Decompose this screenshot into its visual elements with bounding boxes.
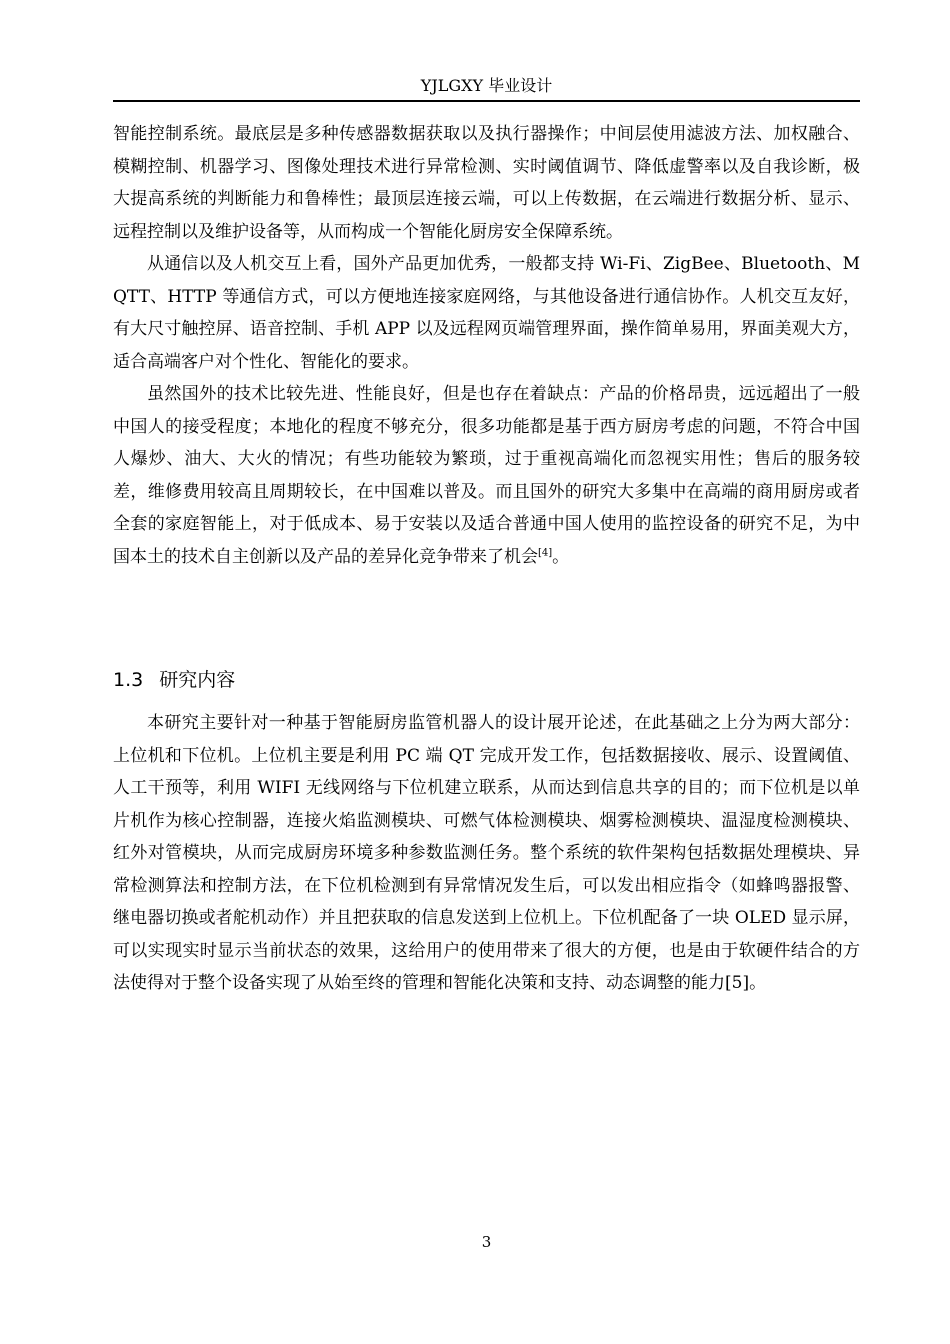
header-rule <box>113 100 860 102</box>
paragraph-continuation: 智能控制系统。最底层是多种传感器数据获取以及执行器操作；中间层使用滤波方法、加权融合、模糊控制、机器学习、图像处理技术进行异常检测、实时阈值调节、降低虚警率以及自我诊断，极大提高系统的判断能力和鲁棒性；最顶层连接云端，可以上传数据，在云端进行数据分析、显示、远程控制以及维护设备等，从而构成一个智能化厨房安全保障系统。 <box>113 124 860 242</box>
section-title: 研究内容 <box>159 669 236 691</box>
page-number: 3 <box>481 1233 492 1251</box>
paragraph-shortcomings-tail: 。 <box>552 546 570 567</box>
citation-superscript: [4] <box>538 546 553 558</box>
body-text-top <box>113 118 860 573</box>
paragraph-communication: 从通信以及人机交互上看，国外产品更加优秀，一般都支持 Wi-Fi、ZigBee、Bluetooth、MQTT、HTTP 等通信方式，可以方便地连接家庭网络，与其他设备进行通信协作。人机交互友好，有大尺寸触控屏、语音控制、手机 APP 以及远程网页端管理界面，操作简单易用，界面美观大方，适合高端客户对个性化、智能化的要求。 <box>113 254 860 372</box>
section-heading <box>113 666 235 694</box>
paragraph-shortcomings <box>113 378 860 573</box>
paragraph-research-content: 本研究主要针对一种基于智能厨房监管机器人的设计展开论述，在此基础之上分为两大部分：上位机和下位机。上位机主要是利用 PC 端 QT 完成开发工作，包括数据接收、展示、设置阈值、人工干预等，利用 WIFI 无线网络与下位机建立联系，从而达到信息共享的目的；而下位机是以单片机作为核心控制器，连接火焰监测模块、可燃气体检测模块、烟雾检测模块、温湿度检测模块、红外对管模块，从而完成厨房环境多种参数监测任务。整个系统的软件架构包括数据处理模块、异常检测算法和控制方法，在下位机检测到有异常情况发生后，可以发出相应指令（如蜂鸣器报警、继电器切换或者舵机动作）并且把获取的信息发送到上位机上。下位机配备了一块 OLED 显示屏，可以实现实时显示当前状态的效果，这给用户的使用带来了很大的方便，也是由于软硬件结合的方法使得对于整个设备实现了从始至终的管理和智能化决策和支持、动态调整的能力[5]。 <box>113 713 860 993</box>
page-header: YJLGXY 毕业设计 <box>420 76 553 95</box>
section-number: 1.3 <box>113 669 144 691</box>
paragraph-shortcomings-text: 虽然国外的技术比较先进、性能良好，但是也存在着缺点：产品的价格昂贵，远远超出了一般中国人的接受程度；本地化的程度不够充分，很多功能都是基于西方厨房考虑的问题，不符合中国人爆炒、油大、大火的情况；有些功能较为繁琐，过于重视高端化而忽视实用性；售后的服务较差，维修费用较高且周期较长，在中国难以普及。而且国外的研究大多集中在高端的商用厨房或者全套的家庭智能上，对于低成本、易于安装以及适合普通中国人使用的监控设备的研究不足，为中国本土的技术自主创新以及产品的差异化竞争带来了机会 <box>113 384 860 567</box>
body-text-section <box>113 707 860 1000</box>
